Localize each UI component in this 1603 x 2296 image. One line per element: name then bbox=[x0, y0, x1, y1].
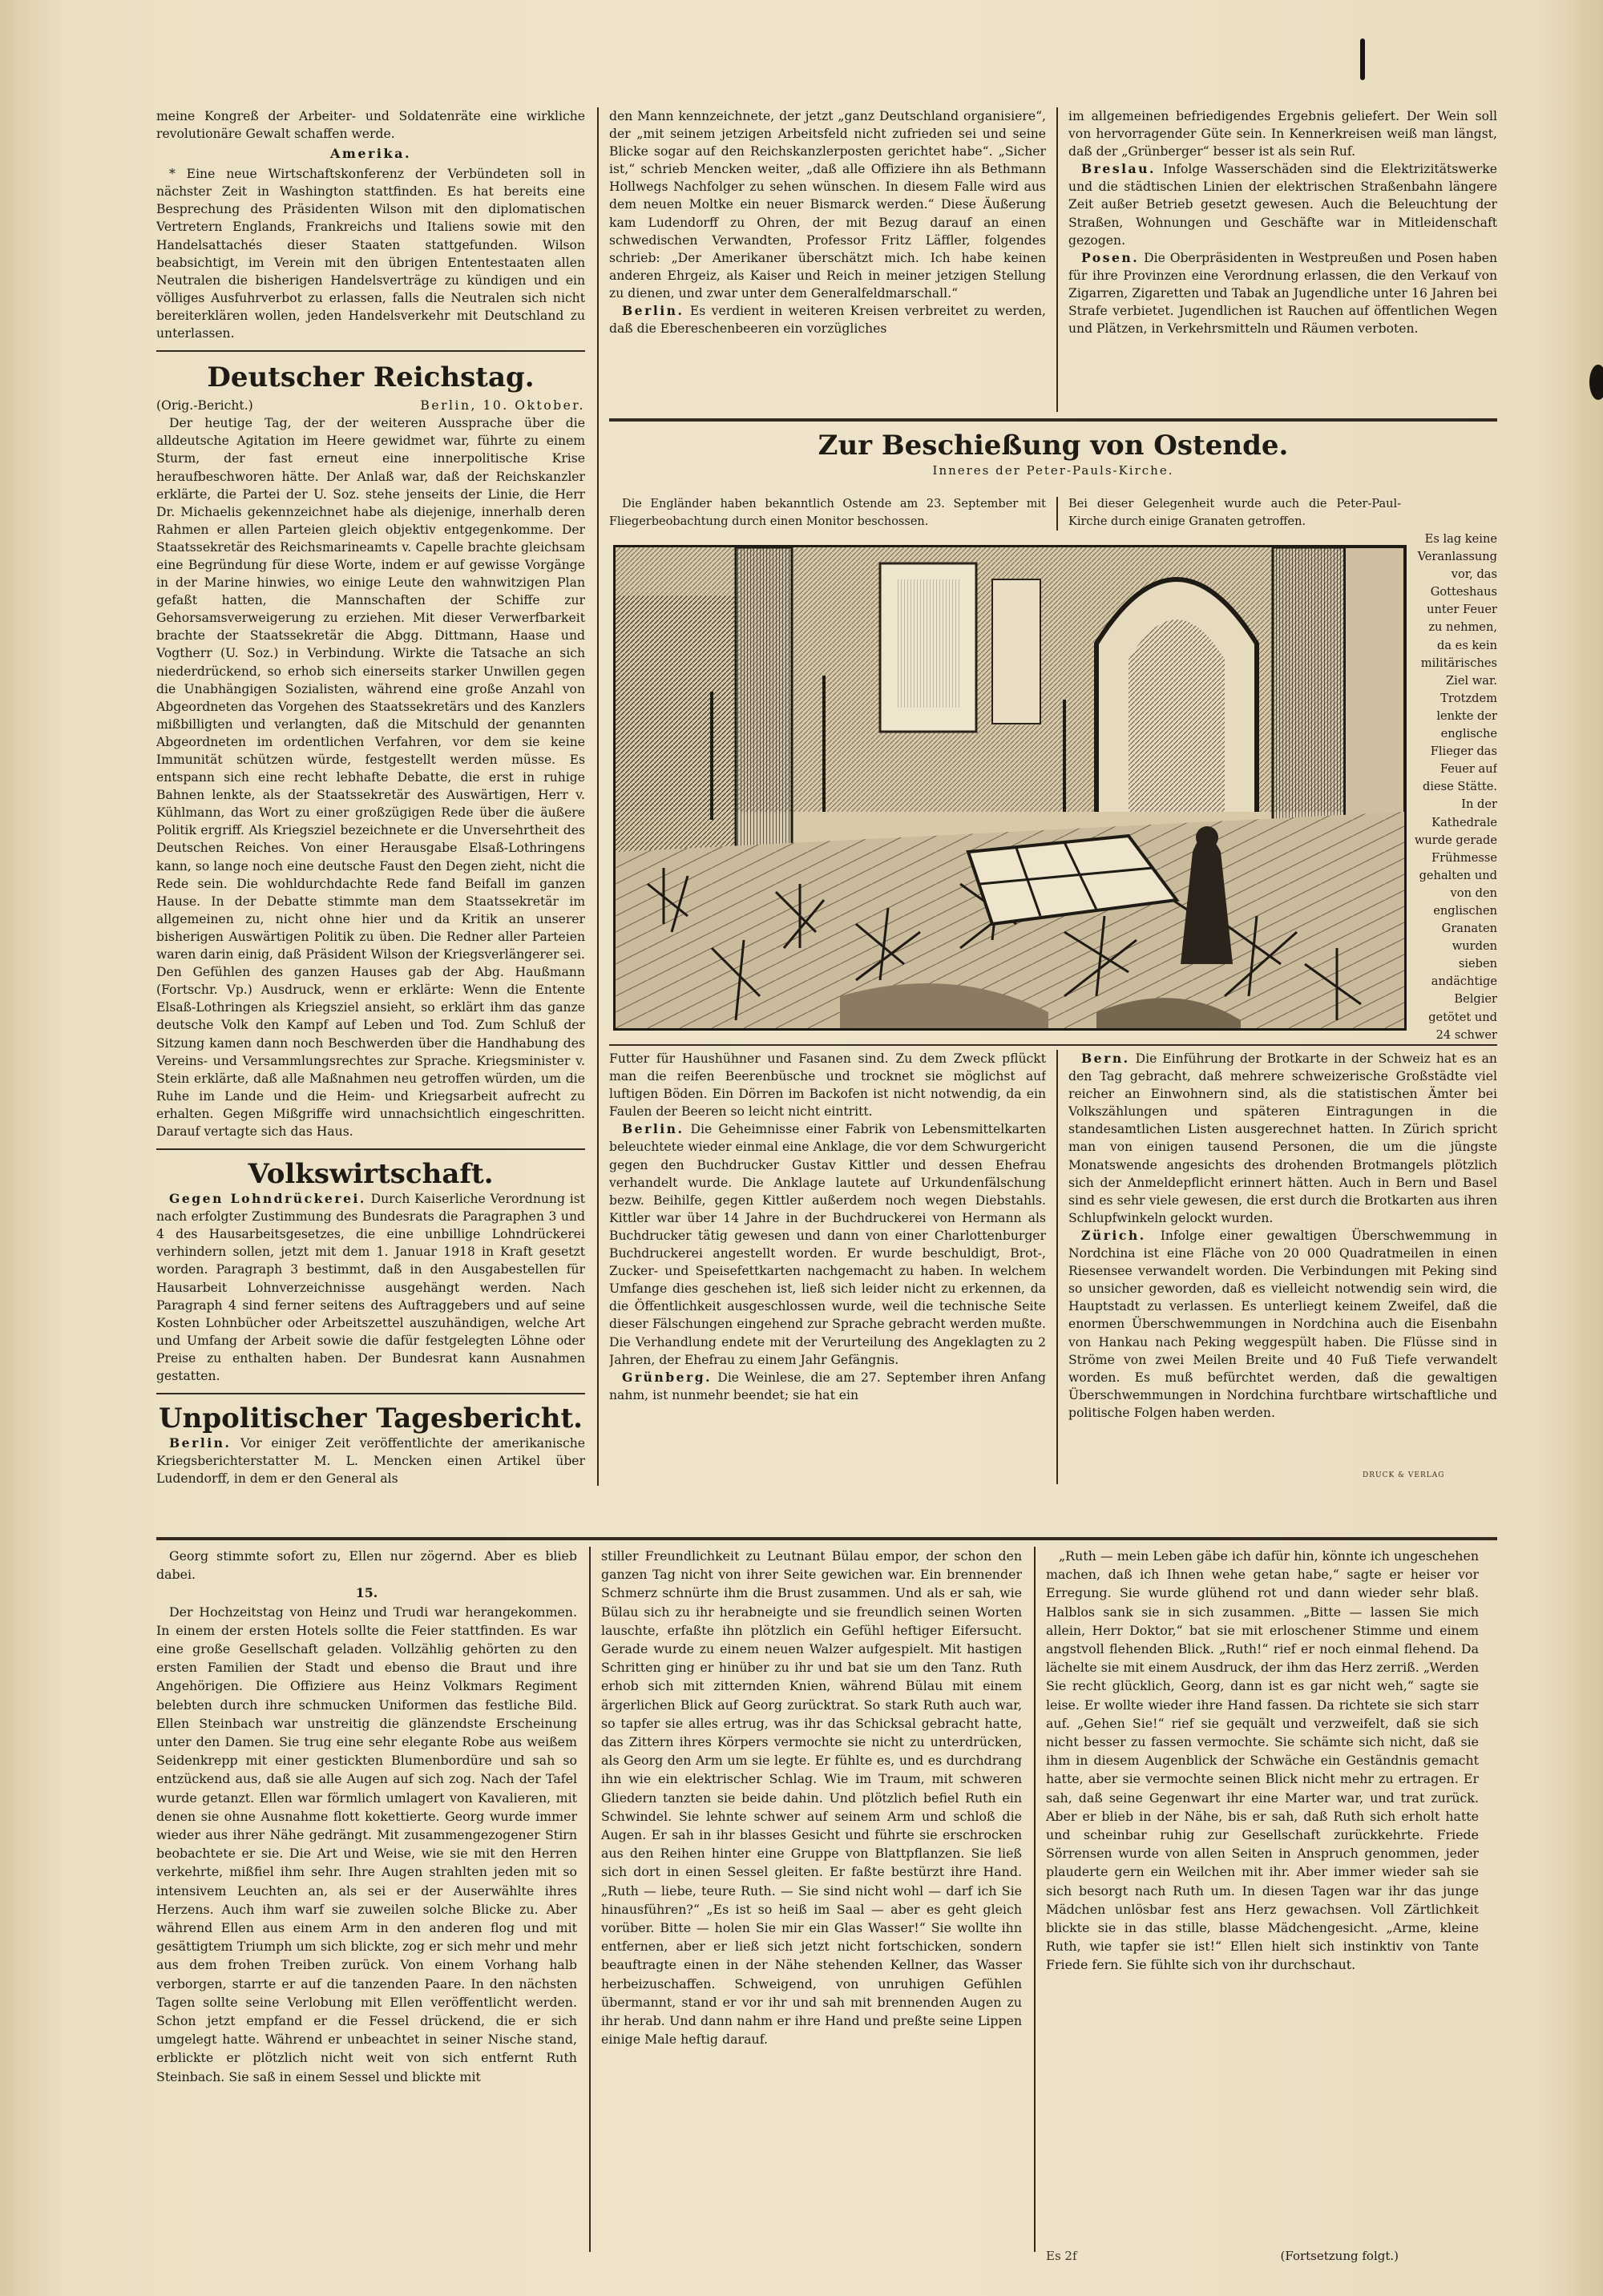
ink-mark-top bbox=[1360, 38, 1365, 80]
lohn-lead: Gegen Lohndrückerei. bbox=[169, 1191, 366, 1207]
serial-footer bbox=[1046, 2249, 1479, 2263]
ostende-intro-text-right: Bei dieser Gelegenheit wurde auch die Peter-Paul-Kirche durch einige Granaten getroffen. bbox=[1068, 498, 1401, 528]
reichstag-dateline bbox=[156, 397, 585, 414]
tages-lead: Berlin. bbox=[169, 1435, 232, 1451]
berlin2-lead: Berlin. bbox=[622, 1121, 684, 1137]
zuerich-article: Infolge einer gewaltigen Überschwemmung in Nordchina ist eine Fläche von 20 000 Quadratmeilen in einen Riesensee verwandelt worden. Die Verbindungen mit Peking sind so unsicher geworden, daß es vielleicht notwendig sein wird, die Hauptstadt zu verlassen. Es unterliegt keinem Zweifel, daß die enormen Überschwemmungen in Nordchina auch die Eisenbahn von Hankau nach Peking weggespült haben. Die Flüsse sind in Ströme von zwei Meilen Breite und 40 Fuß Tiefe verwandelt worden. Es muß befürchtet werden, daß die gewaltigen Überschwemmungen in Nordchina furchtbare wirtschaftliche und politische Folgen haben werden. bbox=[1068, 1228, 1497, 1420]
lohn-article: Durch Kaiserliche Verordnung ist nach erfolgter Zustimmung des Bundesrats die Paragraphen 3 und 4 des Hausarbeitsgesetzes, die eine unbillige Lohndrückerei verhindern sollen, jetzt mit dem 1. Januar 1918 in Kraft gesetzt worden. Paragraph 3 bestimmt, daß in den Ausgabestellen für Hausarbeit Lohnverzeichnisse ausgehängt werden. Nach Paragraph 4 sind ferner seitens des Auftraggebers und auf seine Kosten Lohnbücher oder Arbeitszettel auszuhändigen, welche Art und Umfang der Arbeit sowie die dafür festgelegten Löhne oder Preise zu enthalten haben. Der Bundesrat kann Ausnahmen gestatten. bbox=[156, 1192, 585, 1383]
church-interior-illustration bbox=[613, 545, 1407, 1031]
posen-article: Die Oberpräsidenten in Westpreußen und Posen haben für ihre Provinzen eine Verordnung erlassen, die den Verkauf von Zigarren, Zigaretten und Tabak an Jugendliche unter 16 Jahren bei Strafe verbietet. Jugendlichen ist Rauchen auf öffentlichen Wegen und Plätzen, in Verkehrsmitteln und Räumen verboten. bbox=[1068, 250, 1497, 337]
volkswirtschaft-heading: Volkswirtschaft. bbox=[248, 1158, 494, 1191]
amerika-heading: Amerika. bbox=[329, 146, 412, 162]
column-rule-2 bbox=[1056, 107, 1058, 412]
ostende-side-text bbox=[1411, 531, 1497, 1043]
wein-article: im allgemeinen befriedigendes Ergebnis geliefert. Der Wein soll von hervorragender Güte sein. In Kennerkreisen weiß man längst, daß der „Grünberger“ besser ist als sein Ruf. bbox=[1068, 109, 1497, 159]
serial-rule-1 bbox=[589, 1547, 591, 2252]
printer-note: DRUCK & VERLAG bbox=[1363, 1471, 1445, 1479]
serial-column-1 bbox=[156, 1547, 577, 2268]
ostende-top-rule bbox=[609, 418, 1497, 422]
church-interior-image bbox=[616, 547, 1404, 1028]
column-rule-1 bbox=[597, 107, 599, 1486]
posen-lead: Posen. bbox=[1081, 249, 1140, 265]
berlin-lead: Berlin. bbox=[622, 303, 684, 319]
ostende-intro-rule bbox=[1056, 497, 1058, 531]
gruenberg-article: Die Weinlese, die am 27. September ihren Anfang nahm, ist nunmehr beendet; sie hat ein bbox=[609, 1370, 1046, 1402]
divider bbox=[156, 350, 585, 352]
serial-text-2: stiller Freundlichkeit zu Leutnant Bülau empor, der schon den ganzen Tag nicht von ihrer Seite gewichen war. Ein brennender Schmerz schnürte ihm die Brust zusammen. Und als er sah, wie Bülau sich zu ihr herabneigte und sie freundlich seinen Worten lauschte, erfaßte ihn plötzlich ein Gefühl heftiger Eifersucht. Gerade wurde zu einem neuen Walzer aufgespielt. Mit hastigen Schritten ging er hinüber zu ihr und bat sie um den Tanz. Ruth erhob sich mit zitternden Knien, während Bülau mit einem ärgerlichen Blick auf Georg zurücktrat. So stark Ruth auch war, so tapfer sie alles ertrug, was ihr das Schicksal gebracht hatte, das Zittern ihres Körpers vermochte sie nicht zu unterdrücken, als Georg den Arm um sie legte. Er fühlte es, und es durchdrang ihn wie ein elektrischer Schlag. Wie im Traum, mit schweren Gliedern tanzten sie beide dahin. Und plötzlich befiel Ruth ein Schwindel. Sie lehnte schwer auf seinem Arm und schloß die Augen. Er sah in ihr blasses Gesicht und führte sie erschrocken aus den Reihen hinter eine Gruppe von Blattpflanzen. Sie ließ sich dort in einen Sessel gleiten. Er faßte bestürzt ihre Hand. „Ruth — liebe, teure Ruth. — Sie sind nicht wohl — darf ich Sie hinausführen?“ „Es ist so heiß im Saal — aber es geht gleich vorüber. Bitte — holen Sie mir ein Glas Wasser!“ Sie wollte ihn entfernen, aber er ließ sich jetzt nicht fortschicken, sondern beauftragte einen in der Nähe stehenden Kellner, das Wasser herbeizuschaffen. Schweigend, von unruhigen Gefühlen übermannt, stand er vor ihr und sah mit brennenden Augen zu ihr herab. Und dann nahm er ihre Hand und preßte seine Lippen einige Male heftig darauf. bbox=[601, 1548, 1022, 2048]
column-rule-3 bbox=[1056, 1050, 1058, 1484]
berlin2-article: Die Geheimnisse einer Fabrik von Lebensmittelkarten beleuchtete wieder einmal eine Anklage, die vor dem Schwurgericht gegen den Buchdrucker Gustav Kittler und dessen Ehefrau verhandelt wurde. Die Anklage lautete auf Urkundenfälschung bezw. Beihilfe, gegen Kittler außerdem noch wegen Diebstahls. Kittler war über 14 Jahre in der Buchdruckerei von Hermann als Buchdrucker tätig gewesen und dann von einer Charlottenburger Buchdruckerei angestellt worden. Er wurde beschuldigt, Brot-, Zucker- und Speisefettkarten nachgemacht zu haben. In welchem Umfange dies geschehen ist, ließ sich leider nicht zu erkennen, da die Öffentlichkeit ausgeschlossen wurde, weil die technische Seite dieser Fälschungen eingehend zur Sprache gebracht werden mußte. Die Verhandlung endete mit der Verurteilung des Angeklagten zu 2 Jahren, der Ehefrau zu einem Jahr Gefängnis. bbox=[609, 1122, 1046, 1367]
column-3-top bbox=[1068, 107, 1497, 408]
ostende-intro-right bbox=[1068, 495, 1401, 532]
serial-continued: (Fortsetzung folgt.) bbox=[1280, 2249, 1399, 2263]
column-2-top bbox=[609, 107, 1046, 408]
serial-rule-2 bbox=[1034, 1547, 1036, 2252]
ostende-intro-left bbox=[609, 495, 1046, 532]
gruenberg-lead: Grünberg. bbox=[622, 1369, 713, 1385]
ludendorff-article: den Mann kennzeichnete, der jetzt „ganz Deutschland organisiere“, der „mit seinem jetzigen Arbeitsfeld nicht zufrieden sei und seine Blicke sogar auf den Reichskanzlerposten gerichtet habe“. „Sicher ist,“ schrieb Mencken weiter, „daß alle Offiziere ihn als Bethmann Hollwegs Nachfolger zu sehen wünschen. In diesem Falle wird aus dem neuen Moltke ein neuer Bismarck werden.“ Diese Äußerung kam Ludendorff zu Ohren, der mit Bezug darauf an einen schwedischen Verwandten, Professor Fritz Läffler, folgendes schrieb: „Der Amerikaner überschätzt mich. Ich habe keinen anderen Ehrgeiz, als Kaiser und Reich in meiner jetzigen Stellung zu dienen, und zwar unter dem Generalfeldmarschall.“ bbox=[609, 109, 1046, 301]
reichstag-heading: Deutscher Reichstag. bbox=[207, 361, 535, 394]
column-1 bbox=[156, 107, 585, 1486]
bern-article: Die Einführung der Brotkarte in der Schweiz hat es an den Tag gebracht, daß mehrere schweizerische Großstädte viel reicher an Einwohnern sind, als die statistischen Ämter bei Volkszählungen und späteren Eintragungen in die standesamtlichen Listen ausgerechnet hatten. In Zürich spricht man von einigen tausend Personen, die um die jüngste Monatswende angesichts des drohenden Brotmangels plötzlich sich der Anmeldepflicht erinnert hätten. Auch in Bern und Basel sind es sehr viele gewesen, die erst durch die Brotkarten aus ihren Schlupfwinkeln gelockt wurden. bbox=[1068, 1051, 1497, 1225]
ostende-intro-text: Die Engländer haben bekanntlich Ostende am 23. September mit Fliegerbeobachtung durch einen Monitor beschossen. bbox=[609, 498, 1046, 528]
ink-mark-edge bbox=[1589, 365, 1603, 400]
serial-opening: Georg stimmte sofort zu, Ellen nur zögernd. Aber es blieb dabei. bbox=[156, 1548, 577, 1583]
serial-text-1: Der Hochzeitstag von Heinz und Trudi war herangekommen. In einem der ersten Hotels sollte die Feier stattfinden. Es war eine große Gesellschaft geladen. Vollzählig gehörten zu den ersten Familien der Stadt und ebenso die Braut und ihre Angehörigen. Die Offiziere aus Heinz Volkmars Regiment belebten durch ihre schmucken Uniformen das festliche Bild. Ellen Steinbach war unstreitig die glänzendste Erscheinung unter den Damen. Sie trug eine sehr elegante Robe aus weißem Seidenkrepp mit einer gestickten Blumenbordüre und sah so entzückend aus, daß sie alle Augen auf sich zog. Nach der Tafel wurde getanzt. Ellen war förmlich umlagert von Kavalieren, mit denen sie ohne Ausnahme flott kokettierte. Georg wurde immer wieder aus ihrer Nähe gedrängt. Mit zusammengezogener Stirn beobachtete er sie. Die Art und Weise, wie sie mit den Herren verkehrte, mißfiel ihm sehr. Ihre Augen strahlten jeden mit so intensivem Leuchten an, als sei er der Auserwählte ihres Herzens. Auch ihm warf sie zuweilen solche Blicke zu. Aber während Ellen aus einem Arm in den anderen flog und mit gesättigtem Triumph um sich blickte, zog er sich mehr und mehr aus dem frohen Treiben zurück. Von einem Vorhang halb verborgen, starrte er auf die tanzenden Paare. In den nächsten Tagen sollte seine Verlobung mit Ellen veröffentlicht werden. Schon jetzt empfand er die Fessel drückend, die er sich umgelegt hatte. Während er unbeachtet in seiner Nische stand, erblickte er plötzlich nicht weit von sich entfernt Ruth Steinbach. Sie saß in einem Sessel und blickte mit bbox=[156, 1604, 577, 2084]
ostende-bottom-rule bbox=[609, 1044, 1497, 1046]
intro-paragraph: meine Kongreß der Arbeiter- und Soldatenräte eine wirkliche revolutionäre Gewalt schaffen werde. bbox=[156, 109, 585, 142]
tages-article: Vor einiger Zeit veröffentlichte der amerikanische Kriegsberichterstatter M. L. Mencken einen Artikel über Ludendorff, in dem er den General als bbox=[156, 1436, 585, 1486]
feuilleton-rule bbox=[156, 1537, 1497, 1540]
tagesbericht-heading: Unpolitischer Tagesbericht. bbox=[158, 1402, 583, 1435]
reichstag-article: Der heutige Tag, der der weiteren Aussprache über die alldeutsche Agitation im Heere gewidmet war, führte zu einem Sturm, der fast erneut eine innerpolitische Krise heraufbeschworen hätte. Der Anlaß war, daß der Reichskanzler erklärte, die Partei der U. Soz. stehe jenseits der Linie, die Herr Dr. Michaelis gekennzeichnet habe als diejenige, innerhalb deren Rahmen er allen Parteien gleich objektiv entgegenkomme. Der Staatssekretär des Reichsmarineamts v. Capelle brachte gleichsam eine Begründung für diese Worte, indem er auf gewisse Vorgänge in der Marine hinwies, wo einige Leute den wahnwitzigen Plan gefaßt hatten, die Mannschaften der Schiffe zur Gehorsamsverweigerung zu erziehen. Mit dieser Verwerfbarkeit brachte der Staatssekretär die Abgg. Dittmann, Haase und Vogtherr (U. Soz.) in Verbindung. Wirkte die Tatsache an sich niederdrückend, so erhob sich einerseits starker Unwillen gegen die Unabhängigen Sozialisten, während eine große Anzahl von Abgeordneten das Vorgehen des Staatssekretärs und des Kanzlers mißbilligten und verlangten, daß die Mitschuld der genannten Abgeordneten im ordentlichen Verfahren, vor dem sie keine Immunität schützen würde, festgestellt werden müsse. Es entspann sich eine recht lebhafte Debatte, die erst in ruhige Bahnen lenkte, als der Staatssekretär des Auswärtigen, Herr v. Kühlmann, das Wort zu einer großzügigen Rede über die äußere Politik ergriff. Als Kriegsziel bezeichnete er die Unversehrtheit des Deutschen Reiches. Von einer Herausgabe Elsaß-Lothringens kann, so lange noch eine deutsche Faust den Degen zieht, nicht die Rede sein. Die wohldurchdachte Rede fand Beifall im ganzen Hause. In der Debatte stimmte man dem Staatssekretär im allgemeinen zu, nicht ohne hier und da Kritik an unserer bisherigen Auswärtigen Politik zu üben. Die Redner aller Parteien waren darin einig, daß Präsident Wilson der Kriegsverlängerer sei. Den Gefühlen des ganzen Hauses gab der Abg. Haußmann (Fortschr. Vp.) Ausdruck, wenn er erklärte: Wenn die Entente Elsaß-Lothringen als Kriegsziel ansieht, so erklärt ihm das ganze deutsche Volk den Kampf auf Leben und Tod. Zum Schluß der Sitzung kamen dann noch Beschwerden über die Handhabung des Vereins- und Versammlungsrechtes zur Sprache. Kriegsminister v. Stein erklärte, daß alle Maßnahmen neu getroffen würden, um die Ruhe im Lande und die Heim- und Kriegsarbeit aufrecht zu erhalten. Gegen Mißgriffe wird unnachsichtlich eingeschritten. Darauf vertagte sich das Haus. bbox=[156, 416, 585, 1139]
serial-column-3 bbox=[1046, 1547, 1479, 2252]
bern-lead: Bern. bbox=[1081, 1051, 1130, 1066]
serial-column-2 bbox=[601, 1547, 1022, 2268]
divider bbox=[156, 1393, 585, 1394]
breslau-lead: Breslau. bbox=[1081, 161, 1156, 177]
dateline-place: Berlin, 10. Oktober. bbox=[420, 398, 585, 414]
zuerich-lead: Zürich. bbox=[1081, 1227, 1146, 1243]
serial-text-3: „Ruth — mein Leben gäbe ich dafür hin, könnte ich ungeschehen machen, daß ich Ihnen wehe getan habe,“ sagte er heiser vor Erregung. Sie wurde glühend rot und dann wieder sehr blaß. Halblos sank sie in sich zusammen. „Bitte — lassen Sie mich allein, Herr Doktor,“ bat sie mit erloschener Stimme und einem angstvoll flehenden Blick. „Ruth!“ rief er noch einmal flehend. Da lächelte sie mit einem Ausdruck, der ihm das Herz zerriß. „Werden Sie recht glücklich, Georg, dann ist es gar nicht weh,“ sagte sie leise. Er wollte wieder ihre Hand fassen. Da richtete sie sich starr auf. „Gehen Sie!“ rief sie gequält und verzweifelt, daß sie sich nicht besser zu fassen vermochte. Sie schämte sich nicht, daß sie ihm in diesem Augenblick der Schwäche ein Geständnis gemacht hatte, aber sie vermochte seinen Blick nicht mehr zu ertragen. Er sah, daß seine Gegenwart ihr eine Marter war, und trat zurück. Aber er blieb in der Nähe, bis er sah, daß Ruth sich erholt hatte und scheinbar ruhig zur Gesellschaft zurückkehrte. Friede Sörrensen wurde von allen Seiten in Anspruch genommen, jeder plauderte gern ein Weilchen mit ihr. Aber immer wieder sah sie sich besorgt nach Ruth um. In diesen Tagen war ihr das junge Mädchen unlösbar fest ans Herz gewachsen. Voll Zärtlichkeit blickte sie in das stille, blasse Mädchengesicht. „Arme, kleine Ruth, wie tapfer sie ist!“ Ellen hielt sich instinktiv von Tante Friede fern. Sie fühlte sich von ihr durchschaut. bbox=[1046, 1548, 1479, 1973]
divider bbox=[156, 1148, 585, 1150]
serial-chapter-number: 15. bbox=[355, 1585, 378, 1601]
column-2-mid bbox=[609, 1050, 1046, 1484]
ostende-caption-text: Es lag keine Veranlassung vor, das Gotteshaus unter Feuer zu nehmen, da es kein militärisches Ziel war. Trotzdem lenkte der englische Flieger das Feuer auf diese Stätte. In der Kathedrale wurde gerade Frühmesse gehalten und von den englischen Granaten wurden sieben andächtige Belgier getötet und 24 schwer bbox=[1414, 532, 1497, 1042]
column-3-mid bbox=[1068, 1050, 1497, 1470]
breslau-article: Infolge Wasserschäden sind die Elektrizitätswerke und die städtischen Linien der elektrischen Straßenbahn längere Zeit außer Betrieb gesetzt gewesen. Auch die Beleuchtung der Straßen, Wohnungen und Geschäfte war in Mitleidenschaft gezogen. bbox=[1068, 162, 1497, 248]
beeren-article: Futter für Haushühner und Fasanen sind. Zu dem Zweck pflückt man die reifen Beerenbüsche und trocknet sie möglichst auf luftigen Böden. Ein Dörren im Backofen ist nicht notwendig, da ein Faulen der Beeren so leicht nicht eintritt. bbox=[609, 1051, 1046, 1120]
amerika-article: * Eine neue Wirtschaftskonferenz der Verbündeten soll in nächster Zeit in Washington stattfinden. Es hat bereits eine Besprechung des Präsidenten Wilson mit den diplomatischen Vertretern Englands, Frankreichs und Italiens sowie mit den Handelsattachés dieser Staaten stattgefunden. Wilson beabsichtigt, im Verein mit den übrigen Ententestaaten allen Neutralen die bisherigen Handelsverträge zu kündigen und ein völliges Ausfuhrverbot zu erlassen, falls die Neutralen sich nicht bereiterklären wollen, jeden Handelsverkehr mit Deutschland zu unterlassen. bbox=[156, 167, 585, 341]
dateline-source: (Orig.-Bericht.) bbox=[156, 398, 253, 414]
berlin-article: Es verdient in weiteren Kreisen verbreitet zu werden, daß die Ebereschenbeeren ein vorzügliches bbox=[609, 304, 1046, 337]
ostende-section bbox=[609, 430, 1497, 479]
ostende-subheading: Inneres der Peter-Pauls-Kirche. bbox=[932, 463, 1174, 478]
serial-footer-mark: Es 2f bbox=[1046, 2249, 1077, 2263]
ostende-heading: Zur Beschießung von Ostende. bbox=[818, 430, 1289, 462]
